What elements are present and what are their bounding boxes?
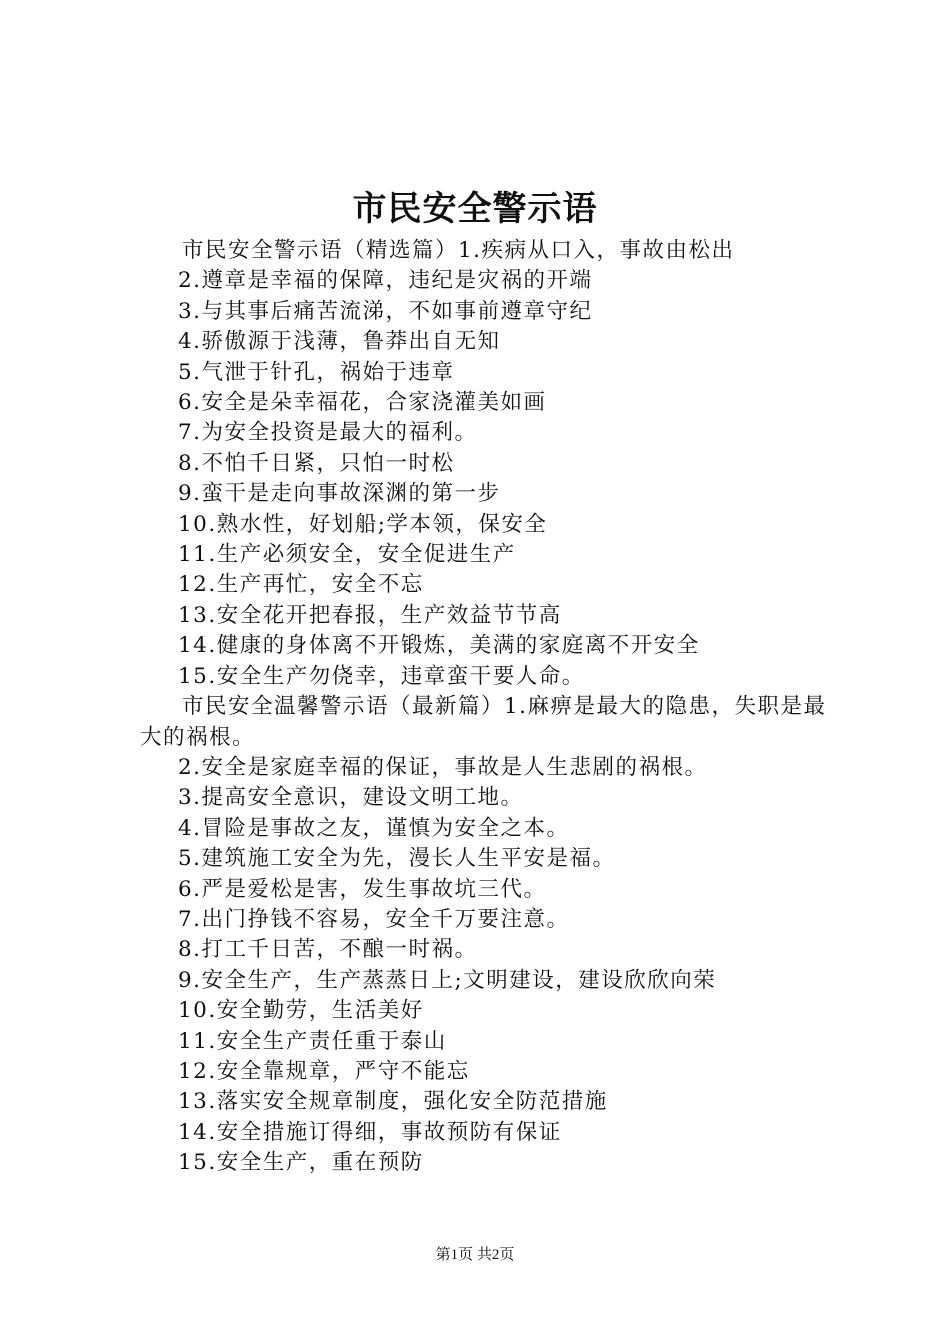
section2-intro: 市民安全温馨警示语（最新篇）1.麻痹是最大的隐患，失职是最大的祸根。 xyxy=(140,694,827,750)
list-item: 4.骄傲源于浅薄，鲁莽出自无知 xyxy=(178,329,501,355)
list-item: 15.安全生产，重在预防 xyxy=(178,1150,424,1176)
list-item: 2.遵章是幸福的保障，违纪是灾祸的开端 xyxy=(178,268,593,294)
list-item: 6.安全是朵幸福花，合家浇灌美如画 xyxy=(178,390,547,416)
section1-intro: 市民安全警示语（精选篇）1.疾病从口入，事故由松出 xyxy=(182,238,735,263)
list-item: 9.蛮干是走向事故深渊的第一步 xyxy=(178,481,501,507)
list-item: 8.不怕千日紧，只怕一时松 xyxy=(178,450,455,476)
list-item: 3.与其事后痛苦流涕，不如事前遵章守纪 xyxy=(178,298,593,324)
list-item: 8.打工千日苦，不酿一时祸。 xyxy=(178,937,478,963)
list-item: 2.安全是家庭幸福的保证，事故是人生悲剧的祸根。 xyxy=(178,754,708,780)
list-item: 14.安全措施订得细，事故预防有保证 xyxy=(178,1119,562,1145)
list-item: 12.安全靠规章，严守不能忘 xyxy=(178,1058,470,1084)
page-footer: 第1页 共2页 xyxy=(435,1247,515,1263)
list-item: 7.为安全投资是最大的福利。 xyxy=(178,420,478,446)
list-item: 4.冒险是事故之友，谨慎为安全之本。 xyxy=(178,815,570,841)
list-item: 10.熟水性，好划船;学本领，保安全 xyxy=(178,511,548,537)
list-item: 9.安全生产，生产蒸蒸日上;文明建设，建设欣欣向荣 xyxy=(178,967,717,993)
list-item: 10.安全勤劳，生活美好 xyxy=(178,998,424,1024)
list-item: 3.提高安全意识，建设文明工地。 xyxy=(178,785,524,811)
list-item: 11.生产必须安全，安全促进生产 xyxy=(178,542,516,568)
list-item: 5.建筑施工安全为先，漫长人生平安是福。 xyxy=(178,846,616,872)
list-item: 5.气泄于针孔，祸始于违章 xyxy=(178,359,455,385)
list-item: 12.生产再忙，安全不忘 xyxy=(178,572,424,598)
list-item: 7.出门挣钱不容易，安全千万要注意。 xyxy=(178,906,570,932)
list-item: 14.健康的身体离不开锻炼，美满的家庭离不开安全 xyxy=(178,633,700,659)
page-title: 市民安全警示语 xyxy=(352,189,598,229)
list-item: 13.落实安全规章制度，强化安全防范措施 xyxy=(178,1089,608,1115)
document-body xyxy=(140,236,840,1179)
list-item: 6.严是爱松是害，发生事故坑三代。 xyxy=(178,876,547,902)
list-item: 15.安全生产勿侥幸，违章蛮干要人命。 xyxy=(178,663,585,689)
list-item: 11.安全生产责任重于泰山 xyxy=(178,1028,447,1054)
list-item: 13.安全花开把春报，生产效益节节高 xyxy=(178,602,562,628)
